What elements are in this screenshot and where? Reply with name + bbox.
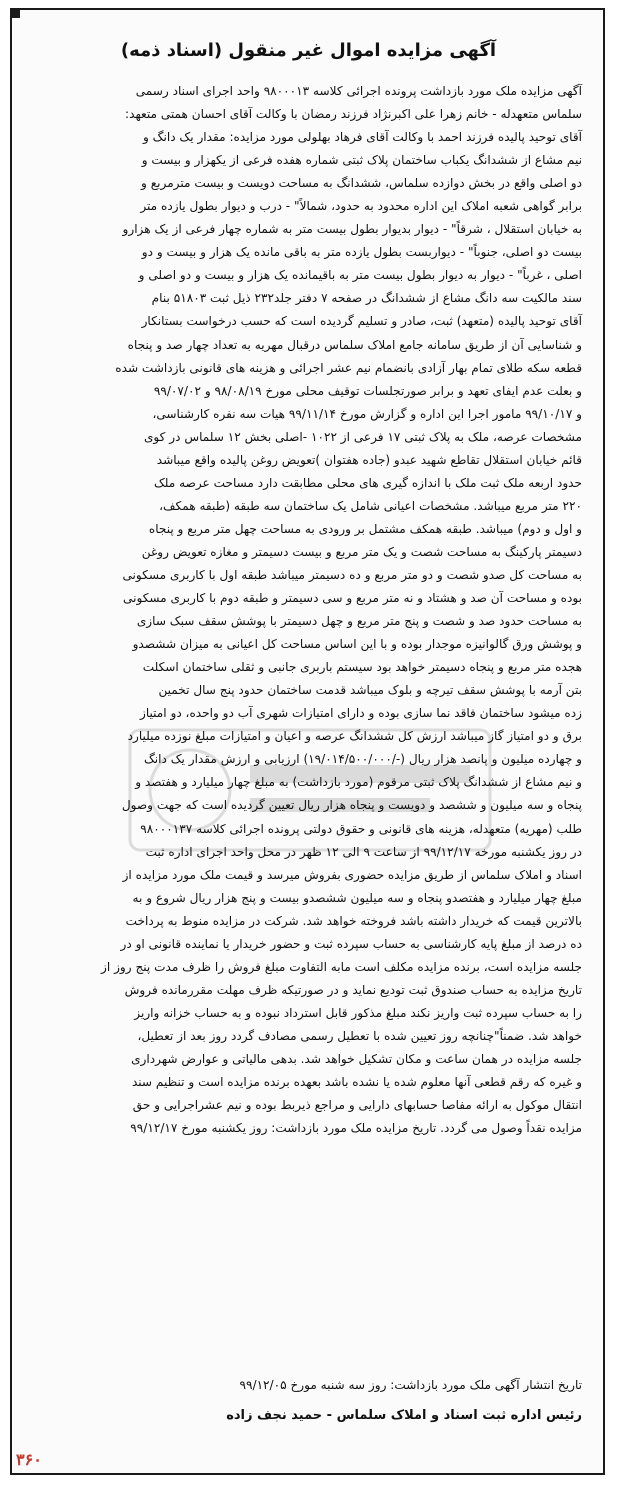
body-line: اسناد و املاک سلماس از طریق مزایده حضوری بفروش میرسد و قیمت ملک مورد مزایده از [122, 867, 582, 882]
body-line: بیست دو اصلی، جنوباً" - دیواربست بطول یازده متر به باقی مانده یک هزار و بیست و دو [141, 245, 582, 260]
body-line: پنجاه و سه میلیون و ششصد و دویست و پنجاه هزار ریال تعیین گردیده است که جهت وصول [121, 798, 582, 813]
body-line: جلسه مزایده است، برنده مزایده مکلف است مابه التفاوت مبلغ فروش را ظرف مدت پنج روز از [101, 959, 582, 974]
body-line: مزایده نقداً وصول می گردد. تاریخ مزایده ملک مورد بازداشت: روز یکشنبه مورخ ۹۹/۱۲/۱۷ [130, 1121, 582, 1136]
body-line: نیم مشاع از ششدانگ یکباب ساختمان پلاک ثبتی شماره هفده فرعی از یکهزار و بیست و [141, 153, 582, 168]
body-line: آقای توحید پالیده فرزند احمد با وکالت آقای فرهاد بهلولی مورد مزایده: مقدار یک دانگ و [142, 130, 582, 145]
body-line: و چهارده میلیون و پانصد هزار ریال (-/۱۹/۰۱۴/۵۰۰/۰۰۰) ارزیابی و ارزش مقدار یک دانگ [143, 752, 582, 767]
body-line: دسیمتر پارکینگ به مساحت شصت و یک متر مربع و بیست دسیمتر و مغازه تعویض روغن [141, 544, 582, 559]
body-line: مبلغ چهار میلیارد و هفتصدو پنجاه و سه میلیون ششصدو بیست و پنج هزار ریال شروع و به [132, 890, 582, 905]
body-line: هجده متر مربع و پنجاه دسیمتر خواهد بود سیستم باربری جانبی و ثقلی ساختمان اسکلت [142, 660, 582, 675]
body-line: برابر گواهی شعبه املاک این اداره محدود به حدود، شمالاً" - درب و دیوار بطول یازده متر [140, 199, 582, 214]
body-line: طلب (مهریه) متعهدله، هزینه های قانونی و حقوق دولتی پرونده اجرائی کلاسه ۹۸۰۰۰۱۳۷ [140, 821, 582, 836]
body-line: به خیابان استقلال ، شرقاً" - دیوار بدیوار بطول بیست متر به شماره چهار فرعی از یک هزارو [122, 222, 582, 237]
body-line: و اول و دوم) میباشد. طبقه همکف مشتمل بر ورودی به مساحت چهل متر مربع و پنجاه [148, 521, 582, 536]
body-line: و غیره که رقم قطعی آنها معلوم شده یا نشده باشد بعهده برنده مزایده است و تنظیم سند [131, 1075, 582, 1090]
notice-body [22, 80, 582, 1140]
body-line: خواهد شد. ضمناً"چنانچه روز تعیین شده با تعطیل رسمی مصادف گردد روز بعد از تعطیل، [137, 1028, 582, 1043]
body-line: بالاترین قیمت که خریدار داشته باشد فروخته خواهد شد. شرکت در مزایده منوط به پرداخت [125, 913, 582, 928]
body-line: و نیم مشاع از ششدانگ پلاک ثبتی مرقوم (مورد بازداشت) به مبلغ چهار میلیارد و هفتصد و [135, 775, 582, 790]
body-line: حدود اربعه ملک ثبت ملک با اندازه گیری های محلی مطابقت دارد مساحت عرصه ملک [153, 475, 582, 490]
body-line: بتن آرمه با پوشش سقف تیرچه و بلوک میباشد قدمت ساختمان حدود پنج سال تخمین [158, 683, 582, 698]
body-line: تاریخ مزایده به حساب صندوق ثبت تودیع نماید و در صورتیکه ظرف مهلت مقررمانده فروش [124, 982, 582, 997]
body-line: و پوشش ورق گالوانیزه موجدار بوده و با این اساس مساحت کل اعیانی به میزان ششصدو [132, 637, 582, 652]
notice-title: آگهی مزایده اموال غیر منقول (اسناد ذمه) [120, 40, 497, 61]
body-line: در روز یکشنبه مورخه ۹۹/۱۲/۱۷ از ساعت ۹ الی ۱۲ ظهر در محل واحد اجرای اداره ثبت [145, 844, 582, 859]
body-line: و شناسایی آن از طریق سامانه جامع املاک سلماس درقبال مهریه به تعداد چهار صد و پنجاه [127, 337, 582, 352]
body-line: قطعه سکه طلای تمام بهار آزادی بانضمام نیم عشر اجرائی و هزینه های قانونی بازداشت شده [115, 360, 582, 375]
body-line: انتقال موکول به ارائه مفاصا حسابهای دارایی و مراجع ذیربط بوده و نیم عشراجرایی و حق [132, 1098, 582, 1113]
body-line: قائم خیابان استقلال تقاطع شهید عبدو (جاده هفتوان )تعویض روغن پالیده واقع میباشد [156, 452, 582, 467]
body-line: به مساحت حدود صد و شصت و پنج متر مربع و چهل دسیمتر با پوشش سقف سبک سازی [136, 614, 582, 629]
body-line: زده میشود ساختمان فاقد نما سازی بوده و دارای امتیازات شهری آب دو واحده، دو امتیاز [139, 706, 582, 721]
publish-date: تاریخ انتشار آگهی ملک مورد بازداشت: روز سه شنبه مورخ ۹۹/۱۲/۰۵ [239, 1378, 582, 1392]
body-line: و ۹۹/۱۰/۱۷ مامور اجرا این اداره و گزارش مورخ ۹۹/۱۱/۱۴ هیات سه نفره کارشناسی، [152, 406, 582, 421]
body-line: سند مالکیت سه دانگ مشاع از ششدانگ در صفحه ۷ دفتر جلد۲۳۲ ذیل ثبت ۵۱۸۰۳ بنام [151, 291, 582, 306]
reference-number: ۳۶۰ [16, 1450, 42, 1469]
corner-mark [12, 10, 20, 18]
body-line: سلماس متعهدله - خانم زهرا علی اکبرنژاد فرزند رمضان با وکالت آقای احسان همتی متعهد: [125, 107, 582, 122]
body-line: را به حساب سپرده ثبت واریز نکند مبلغ مذکور قابل استرداد نبوده و به حساب خزانه واریز [134, 1005, 582, 1020]
signature: رئیس اداره ثبت اسناد و املاک سلماس - حمید نجف زاده [226, 1408, 582, 1423]
body-line: آقای توحید پالیده (متعهد) ثبت، صادر و تسلیم گردیده است که حسب درخواست بستانکار [141, 314, 582, 329]
body-line: مشخصات عرصه، ملک به پلاک ثبتی ۱۷ فرعی از ۱۰۲۲ -اصلی بخش ۱۲ سلماس در کوی [143, 429, 582, 444]
body-line: جلسه مزایده در همان ساعت و مکان تشکیل خواهد شد. بدهی مالیاتی و عوارض شهرداری [131, 1051, 582, 1066]
body-line: و بعلت عدم ایفای تعهد و برابر صورتجلسات توقیف محلی مورخ ۹۸/۰۸/۱۹ و ۹۹/۰۷/۰۲ [153, 383, 582, 398]
body-line: بوده و مساحت آن صد و هشتاد و نه متر مربع و سی دسیمتر و طبقه دوم با کاربری مسکونی [123, 591, 582, 606]
body-line: آگهی مزایده ملک مورد بازداشت پرونده اجرائی کلاسه ۹۸۰۰۰۱۳ واحد اجرای اسناد رسمی [135, 84, 582, 98]
body-line: برق و دو امتیاز گاز میباشد ارزش کل ششدانگ عرصه و اعیان و امتیازات مبلغ نوزده میلیارد [127, 729, 582, 744]
body-line: ۲۲۰ متر مربع میباشد. مشخصات اعیانی شامل یک ساختمان سه طبقه (طبقه همکف، [159, 498, 582, 513]
body-line: ده درصد از مبلغ پایه کارشناسی به حساب سپرده ثبت و حضور خریدار یا نماینده قانونی او در [120, 936, 582, 951]
body-line: اصلی ، غرباً" - دیوار به دیوار بطول بیست متر به باقیمانده یک هزار و بیست و دو اصلی و [138, 268, 582, 283]
body-line: دو اصلی واقع در بخش دوازده سلماس، ششدانگ به مساحت دویست و بیست مترمربع و [141, 176, 582, 191]
body-line: به مساحت کل صدو شصت و دو متر مربع و ده دسیمتر میباشد طبقه اول با کاربری مسکونی [122, 567, 582, 582]
